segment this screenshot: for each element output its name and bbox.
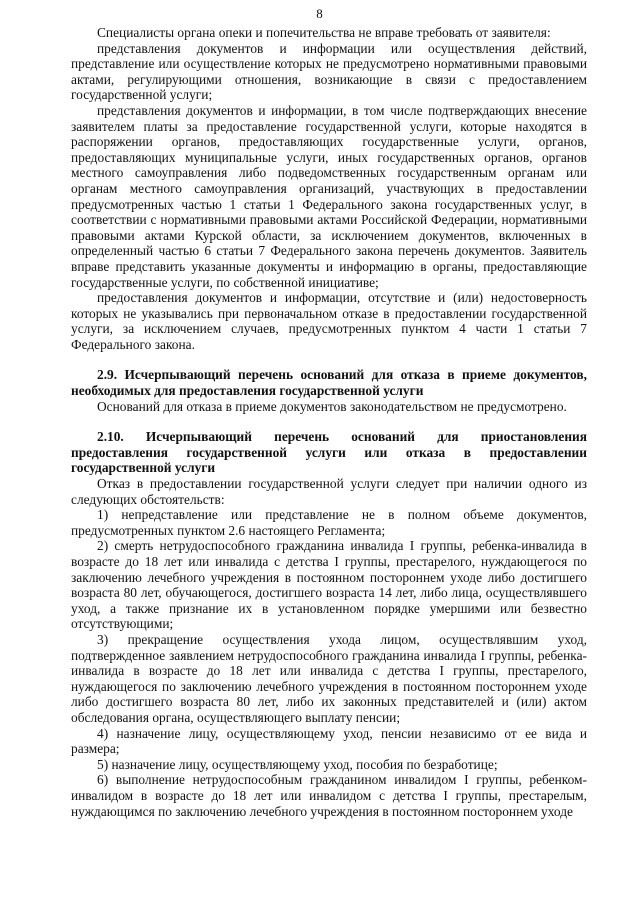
list-item: 5) назначение лицу, осуществляющему уход, пособия по безработице;	[97, 756, 498, 772]
list-item: 1) непредставление или представление не в полном объеме документов, предусмотренных пунктом 2.6 настоящего Регламента;	[71, 507, 587, 538]
list-item: 6) выполнение нетрудоспособным гражданином инвалидом I группы, ребенком-инвалидом в возрасте до 18 лет или инвалидом с детства I группы, престарелым, нуждающимся по заключению лечебного учреждения в постоянном постороннем уходе	[71, 772, 587, 819]
paragraph: предоставления документов и информации, отсутствие и (или) недостоверность которых не указывались при первоначальном отказе в предоставлении государственной услуги, за исключением случаев, предусмотренных пунктом 4 части 1 статьи 7 Федерального закона.	[71, 290, 587, 352]
page-number: 8	[316, 6, 323, 21]
paragraph: Отказ в предоставлении государственной услуги следует при наличии одного из следующих обстоятельств:	[71, 476, 587, 507]
list-item: 2) смерть нетрудоспособного гражданина инвалида I группы, ребенка-инвалида в возрасте до 18 лет или инвалида с детства I группы, престарелого, нуждающегося по заключению лечебного учреждения в постоянном постороннем уходе либо достигшего возраста 80 лет, обучающегося, достигшего возраста 14 лет, либо лица, осуществлявшего уход, а также признание их в установленном порядке умершими или безвестно отсутствующими;	[71, 538, 587, 632]
document-body	[71, 25, 587, 819]
list-item: 3) прекращение осуществления ухода лицом, осуществлявшим уход, подтвержденное заявлением нетрудоспособного гражданина инвалида I группы, ребенка-инвалида в возрасте до 18 лет или инвалида с детства I группы, престарелого, нуждающегося по заключению лечебного учреждения в постоянном постороннем уходе либо достигшего возраста 80 лет, либо их законных представителей и (или) актом обследования органа, осуществляющего выплату пенсии;	[71, 631, 587, 725]
paragraph: представления документов и информации или осуществления действий, представление или осуществление которых не предусмотрено нормативными правовыми актами, регулирующими отношения, возникающие в связи с предоставлением государственной услуги;	[71, 40, 587, 103]
section-2-9-text: Оснований для отказа в приеме документов законодательством не предусмотрено.	[97, 398, 567, 414]
section-2-9-heading: 2.9. Исчерпывающий перечень оснований для отказа в приеме документов, необходимых для предоставления государственной услуги	[71, 367, 587, 399]
paragraph: Специалисты органа опеки и попечительства не вправе требовать от заявителя:	[97, 25, 551, 40]
section-spacer	[71, 352, 587, 367]
paragraph: представления документов и информации, в том числе подтверждающих внесение заявителем платы за предоставление государственной услуги, которые находятся в распоряжении органов, предоставляющих государственные услуги, органов, предоставляющих муниципальные услуги, иных государственных органов, органов местного самоуправления либо подведомственных государственным органам или органам местного самоуправления организаций, участвующих в предоставлении предусмотренных частью 1 статьи 1 Федерального закона государственных услуг, в соответствии с нормативными правовыми актами Российской Федерации, нормативными правовыми актами Курской области, за исключением документов, включенных в определенный частью 6 статьи 7 Федерального закона перечень документов. Заявитель вправе представить указанные документы и информацию в органы, предоставляющие государственные услуги, по собственной инициативе;	[71, 102, 587, 290]
section-spacer	[71, 414, 587, 429]
list-item: 4) назначение лицу, осуществляющему уход, пенсии независимо от ее вида и размера;	[71, 725, 587, 757]
section-2-10-heading: 2.10. Исчерпывающий перечень оснований для приостановления предоставления государственной услуги или отказа в предоставлении государственной услуги	[71, 429, 587, 476]
